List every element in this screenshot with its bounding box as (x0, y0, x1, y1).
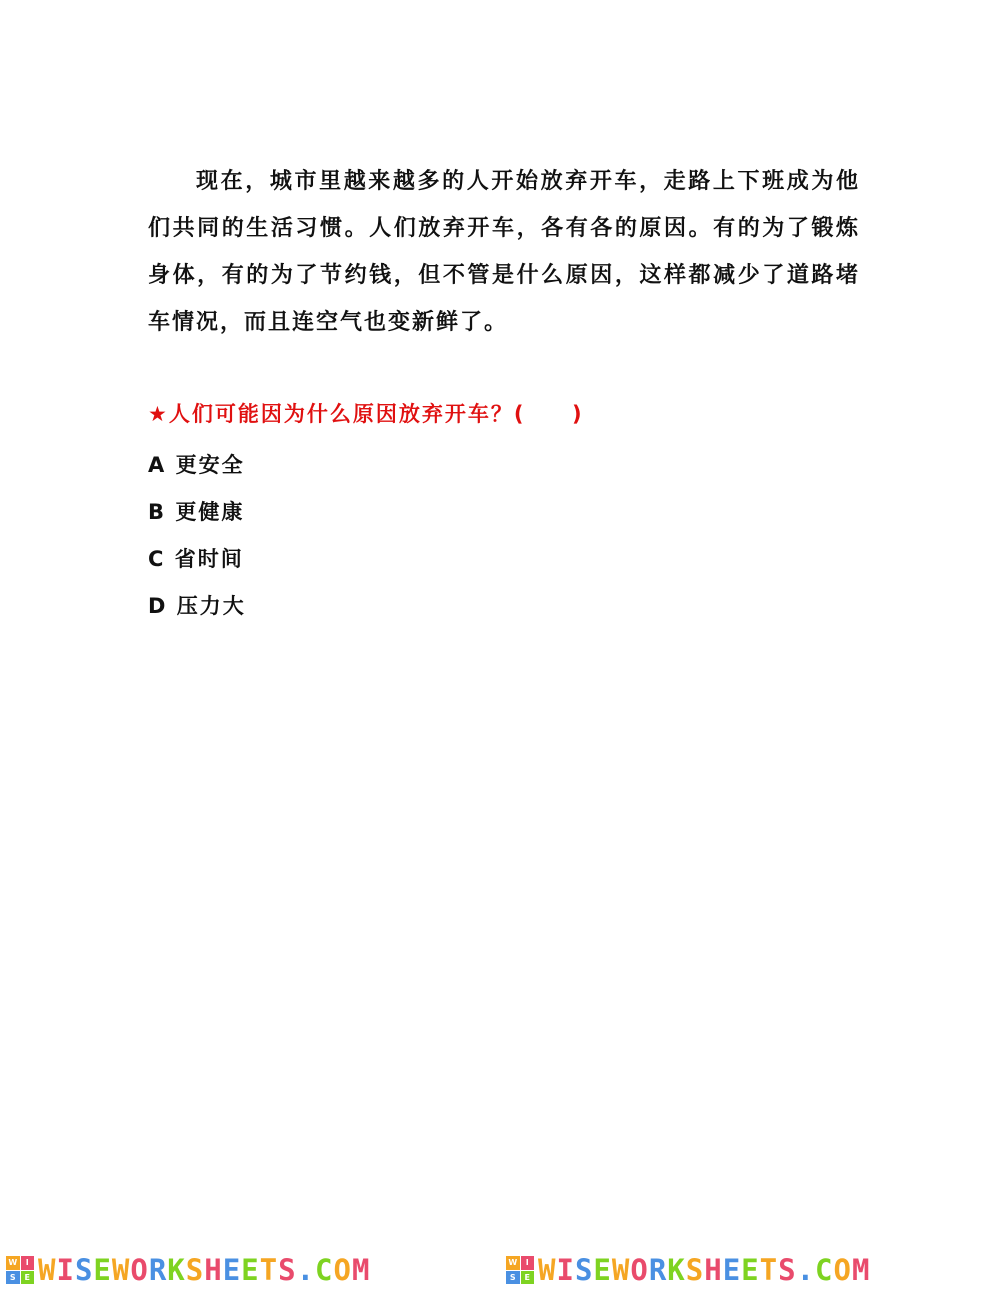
watermark-letter: . (296, 1253, 316, 1287)
watermark-letter: H (204, 1253, 223, 1287)
watermark-letter: S (185, 1253, 205, 1287)
reading-passage: 现在，城市里越来越多的人开始放弃开车，走路上下班成为他们共同的生活习惯。人们放弃开车，各有各的原因。有的为了锻炼身体，有的为了节约钱，但不管是什么原因，这样都减少了道路堵车情况，而且连空气也变新鲜了。 (148, 169, 860, 335)
watermark-letter: E (222, 1253, 242, 1287)
watermark-letter: O (833, 1253, 852, 1287)
watermark-letter: O (333, 1253, 352, 1287)
option-b[interactable]: B 更健康 (148, 500, 245, 524)
watermark-letter: W (538, 1253, 557, 1287)
watermark-letter: M (851, 1253, 871, 1287)
watermark-letter: R (648, 1253, 668, 1287)
watermark-letter: K (167, 1253, 186, 1287)
watermark-letter: . (796, 1253, 816, 1287)
watermark-letter: I (556, 1253, 575, 1287)
watermark-letter: R (148, 1253, 168, 1287)
watermark-letter: E (722, 1253, 742, 1287)
watermark-letter: S (685, 1253, 705, 1287)
watermark-letter: K (667, 1253, 686, 1287)
watermark-letter: H (704, 1253, 723, 1287)
watermark-letter: C (315, 1253, 334, 1287)
watermark-letter: E (741, 1253, 760, 1287)
watermark-letter: E (593, 1253, 612, 1287)
question-prompt: ★人们可能因为什么原因放弃开车？( ) (148, 402, 584, 426)
watermark-letter: C (815, 1253, 834, 1287)
watermark-letter: E (93, 1253, 112, 1287)
footer-watermark (0, 1252, 1000, 1288)
watermark-letter: S (574, 1253, 594, 1287)
wise-logo-icon: W I S E (6, 1256, 34, 1284)
watermark-letter: W (38, 1253, 57, 1287)
watermark-text (38, 1253, 370, 1287)
watermark-text (538, 1253, 870, 1287)
watermark-letter: W (611, 1253, 631, 1287)
option-d[interactable]: D 压力大 (148, 594, 246, 618)
watermark-left (0, 1253, 500, 1287)
watermark-letter: S (278, 1253, 297, 1287)
wise-logo-icon: W I S E (506, 1256, 534, 1284)
watermark-letter: O (630, 1253, 649, 1287)
watermark-letter: M (351, 1253, 371, 1287)
watermark-letter: O (130, 1253, 149, 1287)
watermark-letter: W (111, 1253, 131, 1287)
option-c[interactable]: C 省时间 (148, 547, 244, 571)
watermark-letter: E (241, 1253, 260, 1287)
watermark-letter: S (74, 1253, 94, 1287)
option-a[interactable]: A 更安全 (148, 453, 245, 477)
watermark-right (500, 1253, 1000, 1287)
watermark-letter: T (259, 1253, 279, 1287)
watermark-letter: T (759, 1253, 779, 1287)
watermark-letter: I (56, 1253, 75, 1287)
watermark-letter: S (778, 1253, 797, 1287)
answer-options (148, 442, 246, 630)
